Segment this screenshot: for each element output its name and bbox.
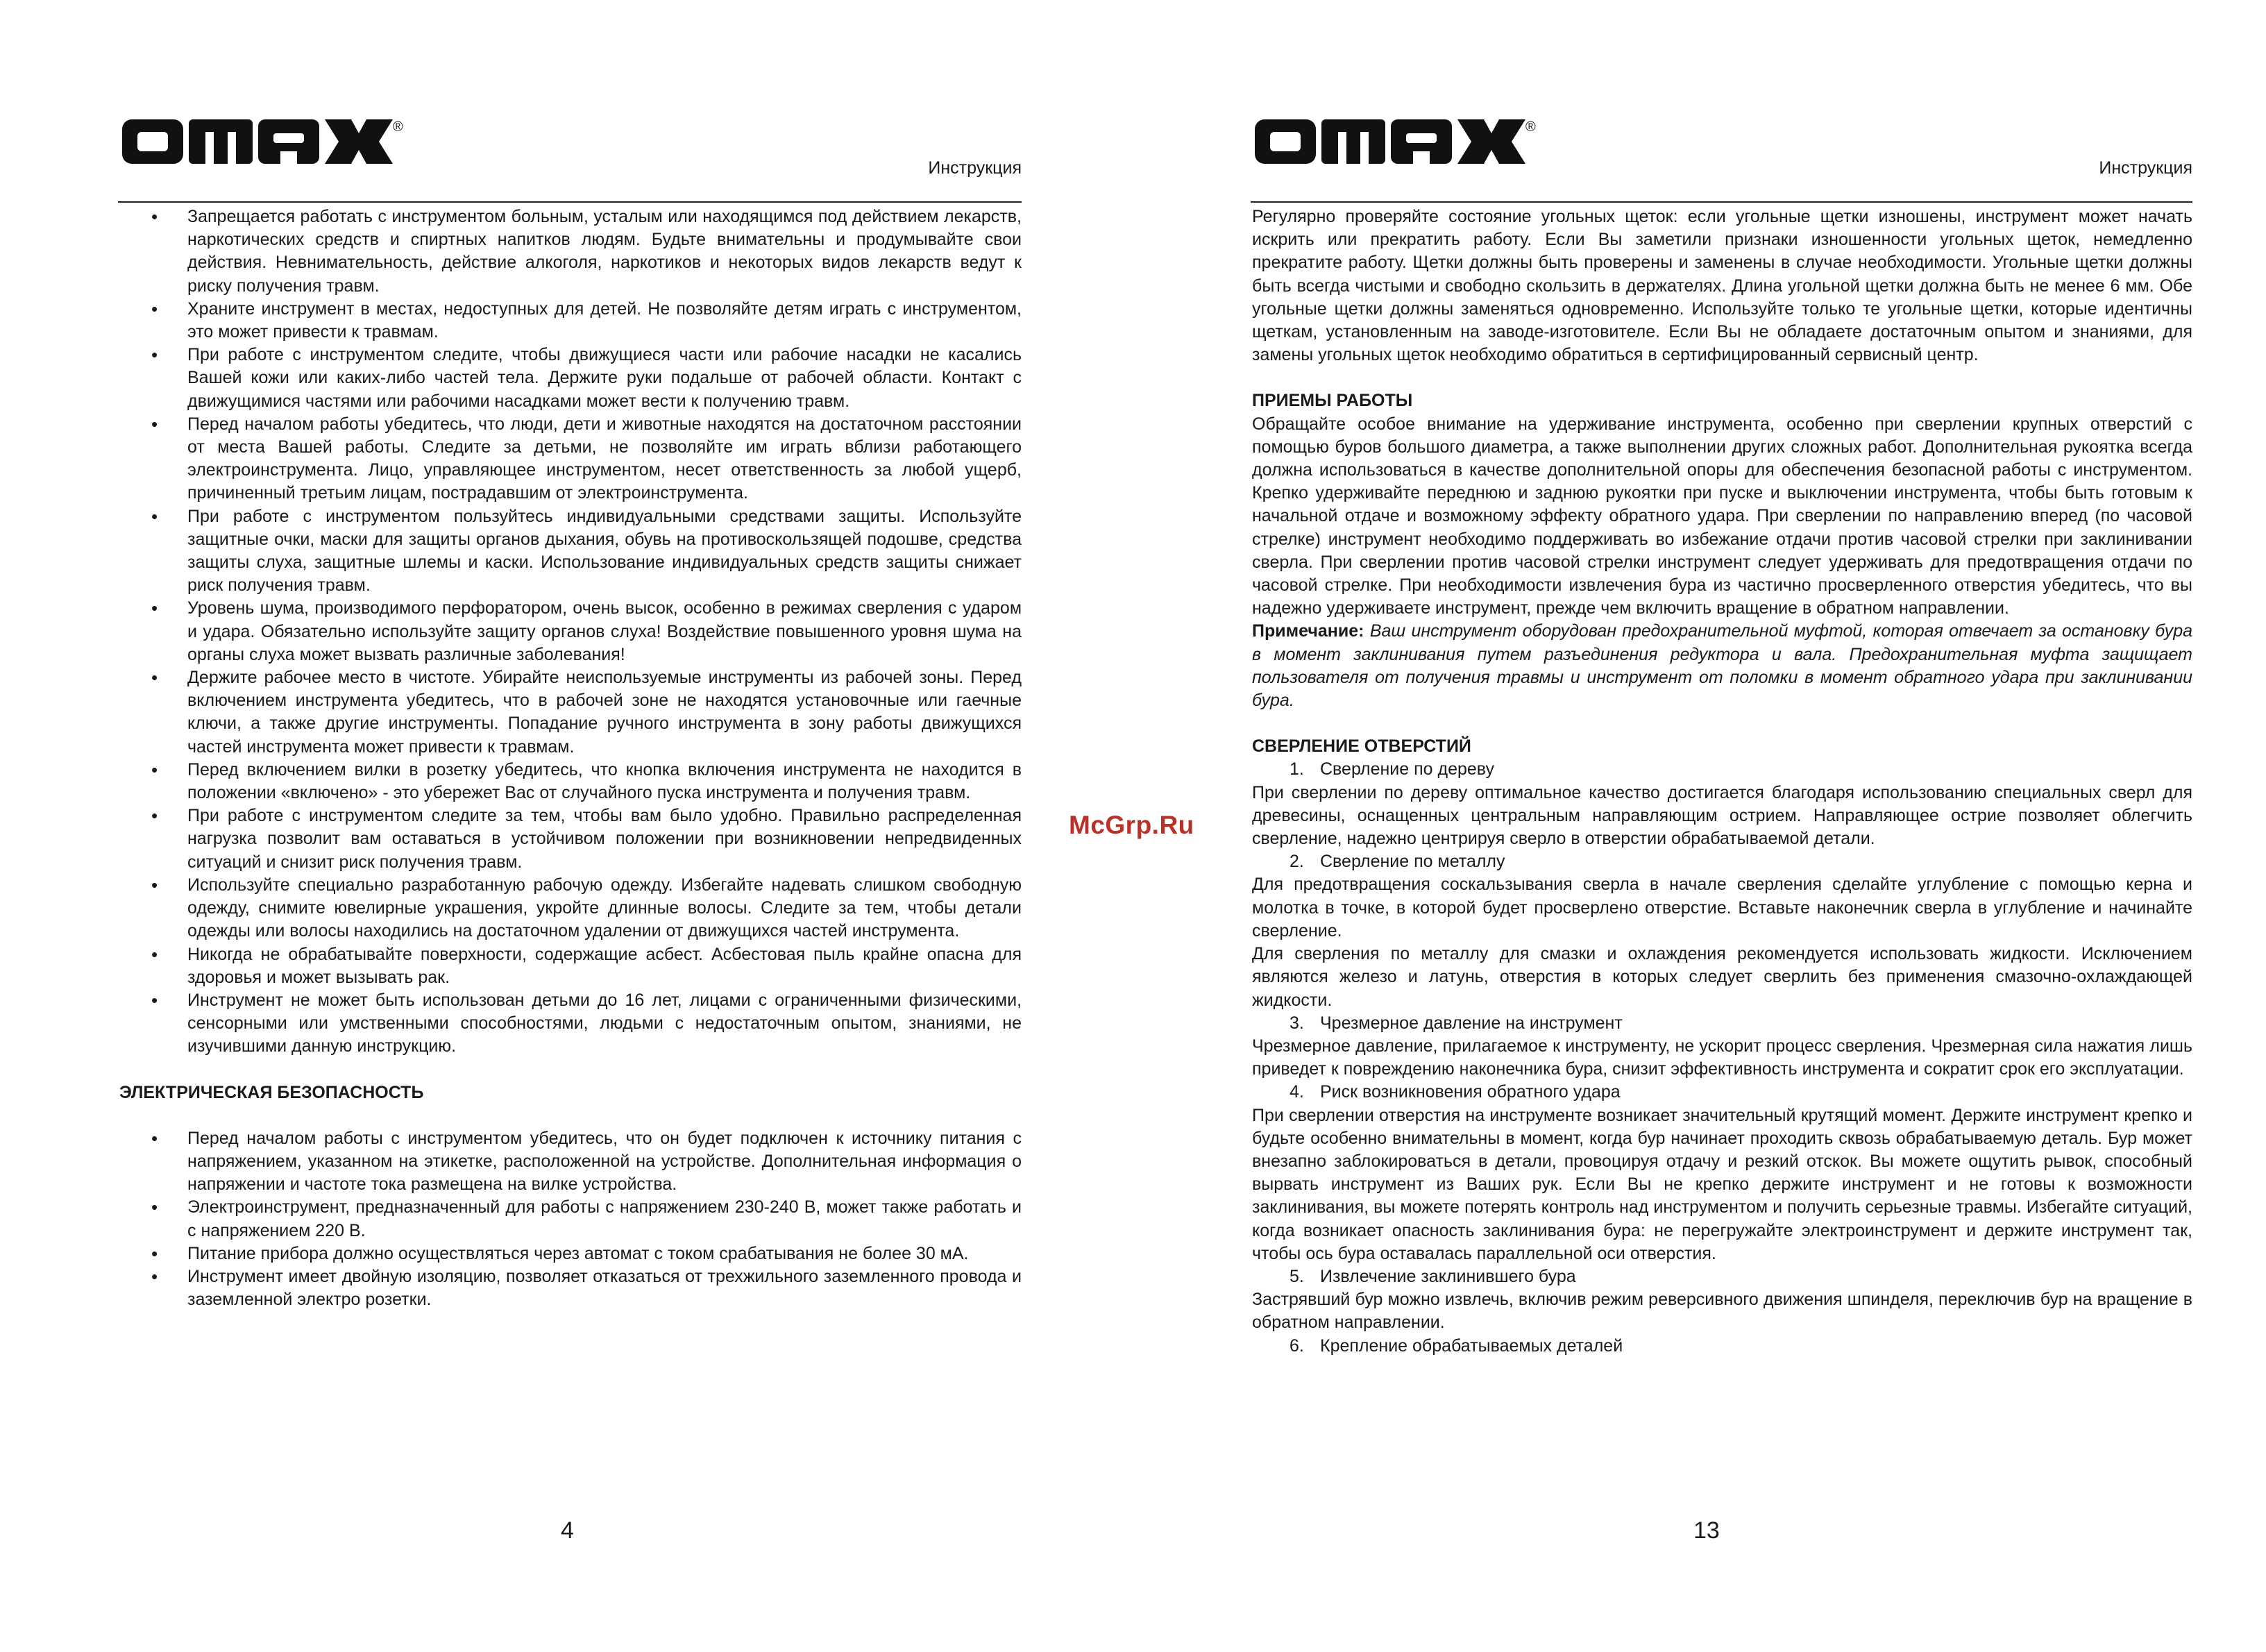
page-number: 4: [561, 1517, 574, 1544]
list-item: • Перед началом работы с инструментом убедитесь, что он будет подключен к источнику питания с напряжением, указанном на этикетке, расположенной на устройстве. Дополнительная информация о напряжении и частоте тока размещена на вилке устройства.: [119, 1127, 1022, 1197]
drilling-subheading: [1252, 1265, 2192, 1288]
note-paragraph: [1252, 620, 2192, 712]
drilling-paragraph: При сверлении отверстия на инструменте возникает значительный крутящий момент. Держите инструмент крепко и будьте особенно внимательны в момент, когда бур начинает проходить сквозь обрабатываемую деталь. Бур может внезапно заблокироваться в детали, провоцируя отдачу и резкий отскок. Вы можете ощутить рывок, способный вырвать инструмент из Ваших рук. Если Вы не крепко держите инструмент и не готовы к возможности заклинивания, вы можете потерять контроль над инструментом и получить серьезные травмы. Избегайте ситуаций, когда возникает опасность заклинивания бура: не перегружайте электроинструмент и держите инструмент так, чтобы ось бура оставалась параллельной оси отверстия.: [1252, 1105, 2192, 1263]
watermark: McGrp.Ru: [1069, 811, 1194, 839]
item-title: Чрезмерное давление на инструмент: [1320, 1013, 1623, 1033]
note-label: Примечание:: [1252, 621, 1364, 641]
item-title: Риск возникновения обратного удара: [1320, 1082, 1621, 1102]
item-number: 5.: [1290, 1266, 1304, 1286]
list-item: • При работе с инструментом следите за тем, чтобы вам было удобно. Правильно распределенная нагрузка позволит вам оставаться в устойчивом положении при возникновении непредвиденных ситуаций и снизит риск получения травм.: [119, 804, 1022, 874]
drilling-subheading: [1252, 850, 2192, 873]
electrical-safety-list: [119, 1127, 1022, 1312]
techniques-paragraph: Обращайте особое внимание на удерживание инструмента, особенно при сверлении крупных отверстий с помощью буров большого диаметра, а также выполнении других сложных работ. Дополнительная рукоятка всегда должна использоваться в качестве дополнительной опоры для обеспечения безопасной работы с инструментом. Крепко удерживайте переднюю и заднюю рукоятки при пуске и выключении инструмента, чтобы быть готовым к начальной отдаче и возможному эффекту обратного удара. При сверлении по направлению вперед (по часовой стрелке) инструмент необходимо поддерживать во избежание отдачи против часовой стрелки при заклинивании сверла. При сверлении против часовой стрелки инструмент следует удерживать для предотвращения отдачи по часовой стрелке. При необходимости извлечения бура из частично просверленного отверстия убедитесь, что вы надежно удерживаете инструмент, прежде чем включить вращение в обратном направлении.: [1252, 414, 2192, 618]
item-number: 6.: [1290, 1335, 1304, 1356]
drilling-paragraph: Для сверления по металлу для смазки и охлаждения рекомендуется использовать жидкости. Исключением являются железо и латунь, отверстия в которых следует сверлить без применения смазочно-охлаждающей жидкости.: [1252, 944, 2192, 1010]
note-text: Ваш инструмент оборудован предохранительной муфтой, которая отвечает за остановку бура в момент заклинивания путем разъединения редуктора и вала. Предохранительная муфта защищает пользователя от получения травмы и инструмент от поломки в момент обратного удара при заклинивании бура.: [1252, 621, 2192, 711]
page-number: 13: [1693, 1517, 1720, 1544]
omax-logo: [1255, 117, 1525, 167]
list-item: • Питание прибора должно осуществляться через автомат с током срабатывания не более 30 мА.: [119, 1242, 1022, 1265]
header-divider: [118, 201, 1022, 203]
list-item: • Используйте специально разработанную рабочую одежду. Избегайте надевать слишком свободную одежду, снимите ювелирные украшения, укройте длинные волосы. Следите за тем, чтобы детали одежды или волосы находились на достаточном удалении от движущихся частей инструмента.: [119, 874, 1022, 943]
safety-rules-list: [119, 205, 1022, 1059]
list-item: • Никогда не обрабатывайте поверхности, содержащие асбест. Асбестовая пыль крайне опасна для здоровья и может вызывать рак.: [119, 943, 1022, 989]
list-item: • Перед началом работы убедитесь, что люди, дети и животные находятся на достаточном расстоянии от места Вашей работы. Следите за детьми, не позволяйте им играть вблизи работающего электроинструмента. Лицо, управляющее инструментом, несет ответственность за любой ущерб, причиненный третьим лицам, пострадавшим от электроинструмента.: [119, 413, 1022, 505]
drilling-subheading: [1252, 1012, 2192, 1035]
left-page-content: [119, 205, 1022, 1311]
drilling-paragraph: Для предотвращения соскальзывания сверла в начале сверления сделайте углубление с помощью керна и молотка в точке, в которой будет просверлено отверстие. Вставьте наконечник сверла в углубление и начинайте сверление.: [1252, 875, 2192, 941]
list-item: • Храните инструмент в местах, недоступных для детей. Не позволяйте детям играть с инструментом, это может привести к травмам.: [119, 298, 1022, 344]
omax-logo: [122, 117, 393, 167]
electrical-safety-heading: ЭЛЕКТРИЧЕСКАЯ БЕЗОПАСНОСТЬ: [119, 1082, 424, 1102]
list-item: • Запрещается работать с инструментом больным, усталым или находящимся под действием лекарств, наркотических средств и спиртных напитков людям. Будьте внимательны и продумывайте свои действия. Невнимательность, действие алкоголя, наркотиков и некоторых видов лекарств ведут к риску получения травм.: [119, 205, 1022, 298]
list-item: • Электроинструмент, предназначенный для работы с напряжением 230-240 В, может также работать и с напряжением 220 В.: [119, 1196, 1022, 1242]
list-item: • Инструмент имеет двойную изоляцию, позволяет отказаться от трехжильного заземленного провода и заземленной электро розетки.: [119, 1265, 1022, 1311]
drilling-subheading: [1252, 1335, 2192, 1358]
right-page: [1133, 0, 2265, 1652]
list-item: • Уровень шума, производимого перфоратором, очень высок, особенно в режимах сверления с ударом и удара. Обязательно используйте защиту органов слуха! Воздействие повышенного уровня шума на органы слуха может вызвать различные заболевания!: [119, 597, 1022, 666]
list-item: • При работе с инструментом пользуйтесь индивидуальными средствами защиты. Используйте защитные очки, маски для защиты органов дыхания, обувь на противоскользящей подошве, средства защиты слуха, защитные шлемы и каски. Использование индивидуальных средств защиты снижает риск получения травм.: [119, 505, 1022, 598]
drilling-items: [1252, 758, 2192, 1357]
registered-mark: ®: [393, 119, 403, 135]
item-title: Сверление по дереву: [1320, 759, 1495, 779]
item-number: 1.: [1290, 759, 1304, 779]
document-label: Инструкция: [928, 158, 1022, 178]
list-item: • Перед включением вилки в розетку убедитесь, что кнопка включения инструмента не находится в положении «включено» - это убережет Вас от случайного пуска инструмента и получения травм.: [119, 759, 1022, 804]
item-number: 3.: [1290, 1013, 1304, 1033]
drilling-paragraph: Чрезмерное давление, прилагаемое к инструменту, не ускорит процесс сверления. Чрезмерная сила нажатия лишь приведет к повреждению наконечника бура, снизит эффективность инструмента и сократит срок его эксплуатации.: [1252, 1036, 2192, 1079]
item-number: 4.: [1290, 1082, 1304, 1102]
item-title: Извлечение заклинившего бура: [1320, 1266, 1576, 1286]
drilling-paragraph: При сверлении по дереву оптимальное качество достигается благодаря использованию специальных сверл для древесины, оснащенных центральным направляющим острием. Направляющее острие позволяет облегчить сверление, надежно центрируя сверло в отверстии обрабатываемой детали.: [1252, 782, 2192, 849]
list-item: • Держите рабочее место в чистоте. Убирайте неиспользуемые инструменты из рабочей зоны. Перед включением инструмента убедитесь, что в рабочей зоне не находятся установочные или гаечные ключи, а также другие инструменты. Попадание ручного инструмента в зону работы движущихся частей инструмента может привести к травмам.: [119, 666, 1022, 759]
list-item: • При работе с инструментом следите, чтобы движущиеся части или рабочие насадки не касались Вашей кожи или каких-либо частей тела. Держите руки подальше от рабочей области. Контакт с движущимися частями или рабочими насадками может вести к получению травм.: [119, 344, 1022, 413]
item-title: Сверление по металлу: [1320, 852, 1505, 872]
techniques-heading: ПРИЕМЫ РАБОТЫ: [1252, 391, 1413, 411]
drilling-subheading: [1252, 1081, 2192, 1104]
item-number: 2.: [1290, 852, 1304, 872]
drilling-subheading: [1252, 758, 2192, 781]
drilling-heading: СВЕРЛЕНИЕ ОТВЕРСТИЙ: [1252, 736, 1471, 757]
header-divider: [1251, 201, 2192, 203]
document-label: Инструкция: [2099, 158, 2192, 178]
carbon-brushes-paragraph: Регулярно проверяйте состояние угольных щеток: если угольные щетки изношены, инструмент может начать искрить или прекратить работу. Если Вы заметили признаки изношенности угольных щеток, немедленно прекратите работу. Щетки должны быть проверены и заменены в случае необходимости. Угольные щетки должны быть всегда чистыми и свободно скользить в держателях. Длина угольной щетки должна быть не менее 6 мм. Обе угольные щетки должны заменяться одновременно. Используйте только те угольные щетки, которые идентичны щеткам, установленным на заводе-изготовителе. Если Вы не обладаете достаточным опытом и знаниями, для замены угольных щеток необходимо обратиться в сертифицированный сервисный центр.: [1252, 207, 2192, 365]
list-item: • Инструмент не может быть использован детьми до 16 лет, лицами с ограниченными физическими, сенсорными или умственными способностями, людьми с недостаточным опытом, знаниями, не изучившими данную инструкцию.: [119, 989, 1022, 1059]
right-page-content: [1252, 205, 2192, 1358]
drilling-paragraph: Застрявший бур можно извлечь, включив режим реверсивного движения шпинделя, переключив бур на вращение в обратном направлении.: [1252, 1290, 2192, 1333]
item-title: Крепление обрабатываемых деталей: [1320, 1335, 1623, 1356]
registered-mark: ®: [1525, 119, 1536, 135]
